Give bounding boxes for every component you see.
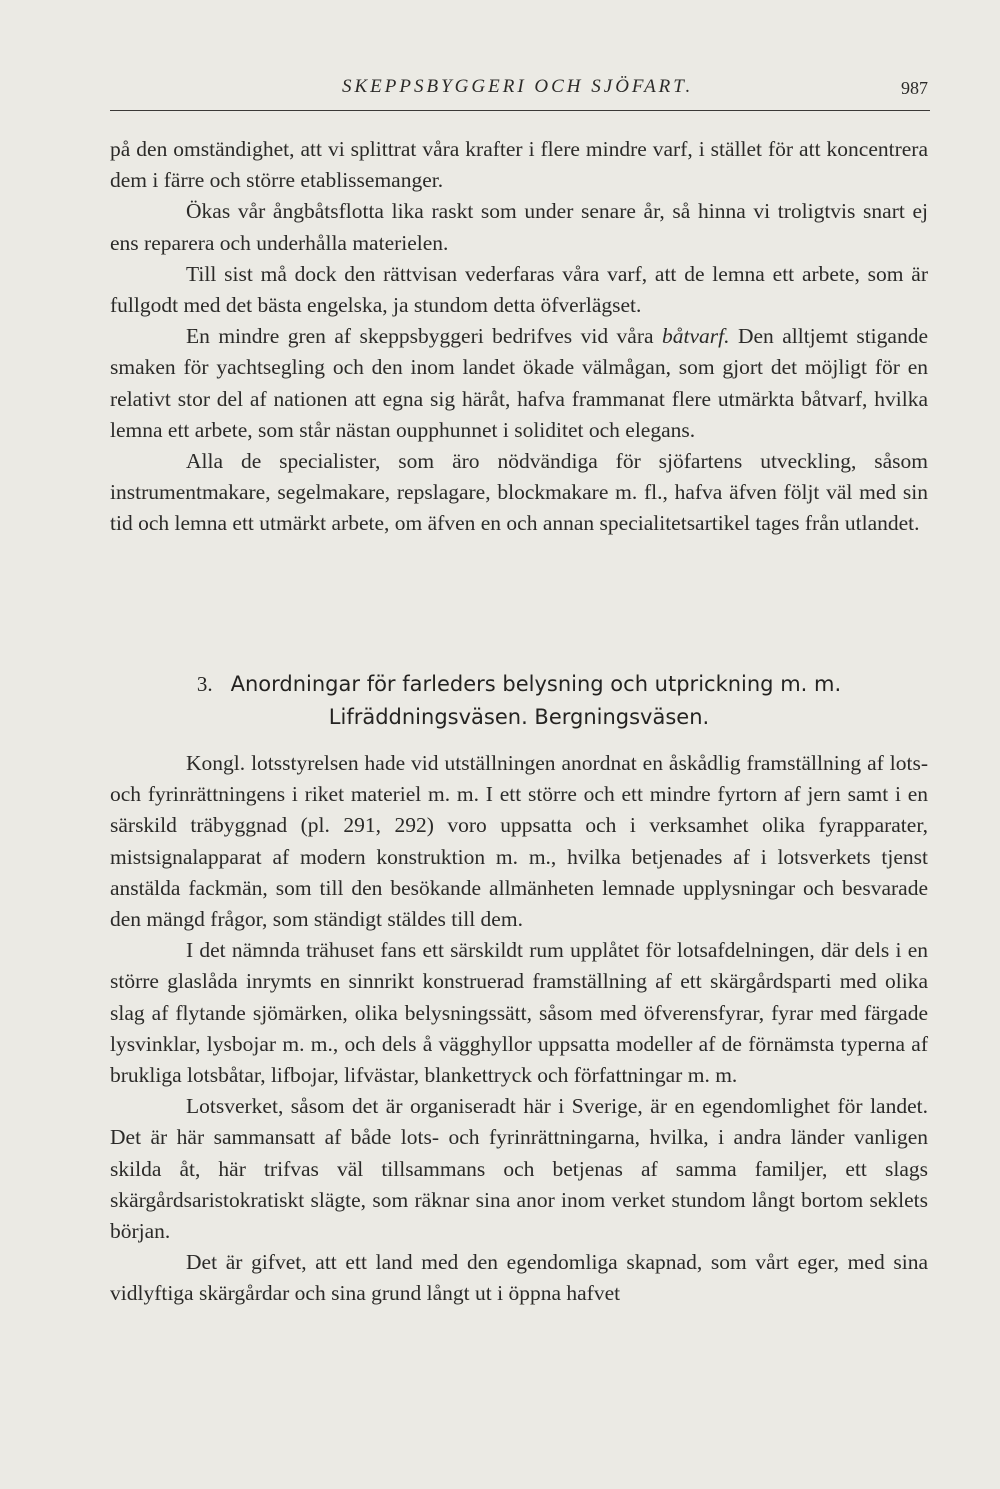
paragraph: Kongl. lotsstyrelsen hade vid utställningen anordnat en åskådlig framställning af lots- och fyrinrättningens i riket materiel m. m. I ett större och ett mindre fyrtorn af jern samt i en särskild träbyggnad (pl. 291, 292) voro uppsatta och i verksamhet olika fyrapparater, mistsignalapparat af modern konstruktion m. m., hvilka betjenades af i lotsverkets tjenst anstälda fackmän, som till den besökande allmänheten lemnade upplysningar och besvarade den mängd frågor, som ständigt stäldes till dem. <box>110 751 928 932</box>
section-number: 3. <box>196 672 213 696</box>
body-text-bottom <box>110 748 928 1310</box>
paragraph: på den omständighet, att vi splittrat våra krafter i flere mindre varf, i stället för att koncentrera dem i färre och större etablissemanger. <box>110 137 928 193</box>
paragraph: Ökas vår ångbåtsflotta lika raskt som under senare år, så hinna vi troligtvis snart ej ens reparera och underhålla materielen. <box>110 199 928 255</box>
italic-term: båtvarf. <box>662 324 730 349</box>
section-title: Anordningar för farleders belysning och utprickning m. m. <box>230 672 842 696</box>
header-rule <box>110 110 930 111</box>
paragraph <box>110 321 928 446</box>
paragraph-text: En mindre gren af skeppsbyggeri bedrifves vid våra <box>186 324 662 349</box>
section-heading <box>110 668 928 734</box>
page-number: 987 <box>901 78 928 98</box>
body-text-top <box>110 134 928 540</box>
paragraph: I det nämnda trähuset fans ett särskildt rum upplåtet för lotsafdelningen, där dels i en större glaslåda inrymts en sinnrikt konstruerad framställning af ett skärgårdsparti med olika slag af flytande sjömärken, olika belysningssätt, såsom med öfverensfyrar, fyrar med färgade lysvinklar, lysbojar m. m., och dels å vägghyllor uppsatta modeller af de förnämsta typerna af brukliga lotsbåtar, lifbojar, lifvästar, blankettryck och författningar m. m. <box>110 938 928 1088</box>
section-subtitle: Lifräddningsväsen. Bergningsväsen. <box>328 705 710 729</box>
section-heading-line-1 <box>110 668 928 701</box>
paragraph: Det är gifvet, att ett land med den egendomliga skapnad, som vårt eger, med sina vidlyftiga skärgårdar och sina grund långt ut i öppna hafvet <box>110 1250 928 1306</box>
page-header <box>110 74 930 104</box>
paragraph-text: Den alltjemt stigande smaken för yachtsegling och den inom landet ökade välmågan, som gjort det möjligt för en relativt stor del af nationen att egna sig häråt, hafva frammanat flere utmärkta båtvarf, hvilka lemna ett arbete, som står nästan oupphunnet i soliditet och elegans. <box>110 324 928 442</box>
paragraph: Lotsverket, såsom det är organiseradt här i Sverige, är en egendomlighet för landet. Det är här sammansatt af både lots- och fyrinrättningarna, hvilka, i andra länder vanligen skilda åt, här trifvas väl tillsammans och betjenas af samma familjer, ett slags skärgårdsaristokratiskt slägte, som räknar sina anor inom verket stundom långt bortom seklets början. <box>110 1094 928 1244</box>
paragraph: Till sist må dock den rättvisan vederfaras våra varf, att de lemna ett arbete, som är fullgodt med det bästa engelska, ja stundom detta öfverlägset. <box>110 261 928 318</box>
paragraph: Alla de specialister, som äro nödvändiga för sjöfartens utveckling, såsom instrumentmakare, segelmakare, repslagare, blockmakare m. fl., hafva äfven följt väl med sin tid och lemna ett utmärkt arbete, om äfven en och annan specialitetsartikel tages från utlandet. <box>110 449 928 536</box>
running-head: SKEPPSBYGGERI OCH SJÖFART. <box>342 76 694 97</box>
